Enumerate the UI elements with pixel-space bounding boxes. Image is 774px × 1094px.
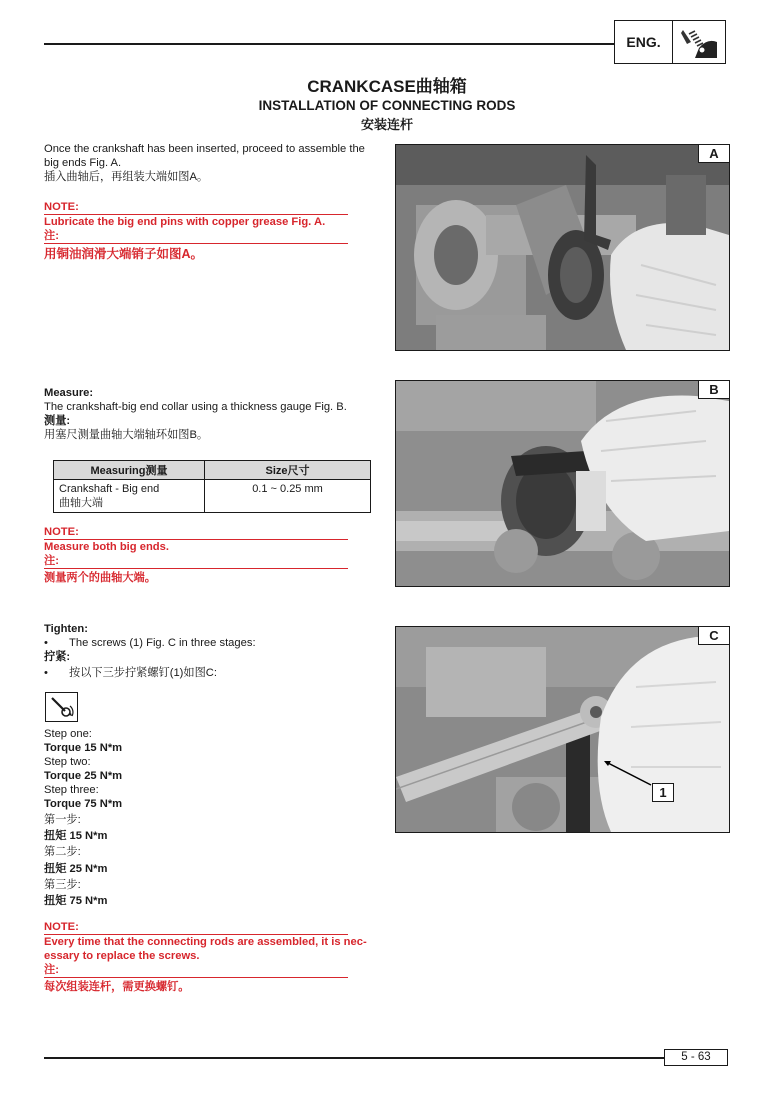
step-label: Step two:: [44, 756, 91, 768]
step-label: Step one:: [44, 728, 92, 740]
section1-line-cn: 插入曲轴后，再组装大端如图A。: [44, 171, 209, 183]
measure-text: The crankshaft-big end collar using a thickness gauge Fig. B.: [44, 401, 347, 413]
section2-note: [44, 525, 349, 585]
note-text-cn: 用铜油润滑大端销子如图A。: [44, 247, 204, 261]
step-label: Step three:: [44, 784, 99, 796]
section1-text: [44, 142, 389, 184]
tighten-heading-cn: 拧紧:: [44, 651, 71, 663]
footer-rule: [44, 1057, 664, 1059]
figure-b-image: [396, 381, 729, 586]
bullet: •: [44, 637, 48, 649]
note-text: Lubricate the big end pins with copper grease Fig. A.: [44, 216, 326, 228]
table-row: [54, 480, 371, 513]
note-text-line1: Every time that the connecting rods are assembled, it is nec-: [44, 936, 367, 948]
tighten-heading: Tighten:: [44, 623, 88, 635]
table-header-row: [54, 461, 371, 480]
title-block: [0, 72, 774, 133]
torque-wrench-icon: [45, 692, 78, 722]
bullet-text: The screws (1) Fig. C in three stages:: [69, 637, 256, 649]
note-label: NOTE:: [44, 920, 348, 935]
row-label-en: Crankshaft - Big end: [59, 483, 160, 495]
section-tab: [614, 20, 726, 64]
step-torque: Torque 15 N*m: [44, 742, 123, 754]
step-torque-cn: 扭矩 75 N*m: [44, 895, 108, 908]
note-label: NOTE:: [44, 200, 348, 215]
tighten-bullet-cn: [44, 666, 389, 680]
note-text: Measure both big ends.: [44, 541, 169, 553]
note-text-cn: 每次组装连杆，需更换螺钉。: [44, 981, 190, 993]
step-label-cn: 第一步:: [44, 814, 81, 826]
step-label-cn: 第二步:: [44, 846, 81, 859]
note-text-line2: essary to replace the screws.: [44, 950, 200, 962]
measure-heading-cn: 测量:: [44, 415, 71, 427]
note-label-cn: 注:: [44, 963, 348, 978]
measure-text-cn: 用塞尺测量曲轴大端轴环如图B。: [44, 429, 209, 441]
note-label: NOTE:: [44, 525, 348, 540]
section1-line2: big ends Fig. A.: [44, 157, 122, 169]
section3-text: [44, 622, 389, 680]
figure-b: [395, 380, 730, 587]
table-header-size: Size尺寸: [205, 461, 371, 480]
tighten-bullet: [44, 636, 389, 650]
section3-note: [44, 920, 389, 994]
engine-spring-icon: [673, 21, 725, 63]
page-number: 5 - 63: [664, 1049, 728, 1066]
page-title: CRANKCASE曲轴箱: [307, 77, 467, 96]
section1-line1: Once the crankshaft has been inserted, proceed to assemble the: [44, 143, 365, 155]
table-header-measuring: Measuring测量: [54, 461, 205, 480]
table-cell-label: [54, 480, 205, 513]
figure-c-image: [396, 627, 729, 832]
figure-a-label: A: [698, 145, 729, 163]
bullet: •: [44, 667, 48, 679]
step-torque-cn: 扭矩 25 N*m: [44, 862, 108, 875]
step-torque-cn: 扭矩 15 N*m: [44, 830, 108, 843]
figure-c-label: C: [698, 627, 729, 645]
bullet-text-cn: 按以下三步拧紧螺钉(1)如图C:: [69, 667, 217, 679]
step-torque: Torque 25 N*m: [44, 770, 123, 782]
torque-steps-cn: [44, 812, 244, 909]
note-text-cn: 测量两个的曲轴大端。: [44, 572, 156, 584]
figure-c: [395, 626, 730, 833]
step-label-cn: 第三步:: [44, 878, 81, 891]
measure-heading: Measure:: [44, 387, 94, 399]
torque-steps: [44, 727, 244, 811]
header-rule: [44, 43, 614, 45]
note-label-cn: 注:: [44, 229, 348, 244]
callout-1: 1: [652, 783, 674, 802]
section1-note: [44, 200, 349, 261]
section-label: ENG.: [615, 21, 673, 63]
measurement-table: [53, 460, 371, 513]
row-label-cn: 曲轴大端: [59, 497, 103, 509]
page-subtitle-cn: 安装连杆: [360, 117, 413, 132]
note-label-cn: 注:: [44, 554, 348, 569]
figure-b-label: B: [698, 381, 729, 399]
figure-a-image: [396, 145, 729, 350]
section2-text: [44, 386, 389, 442]
page-subtitle: INSTALLATION OF CONNECTING RODS: [258, 98, 516, 113]
table-cell-value: 0.1 ~ 0.25 mm: [205, 480, 371, 513]
figure-a: [395, 144, 730, 351]
step-torque: Torque 75 N*m: [44, 798, 123, 810]
